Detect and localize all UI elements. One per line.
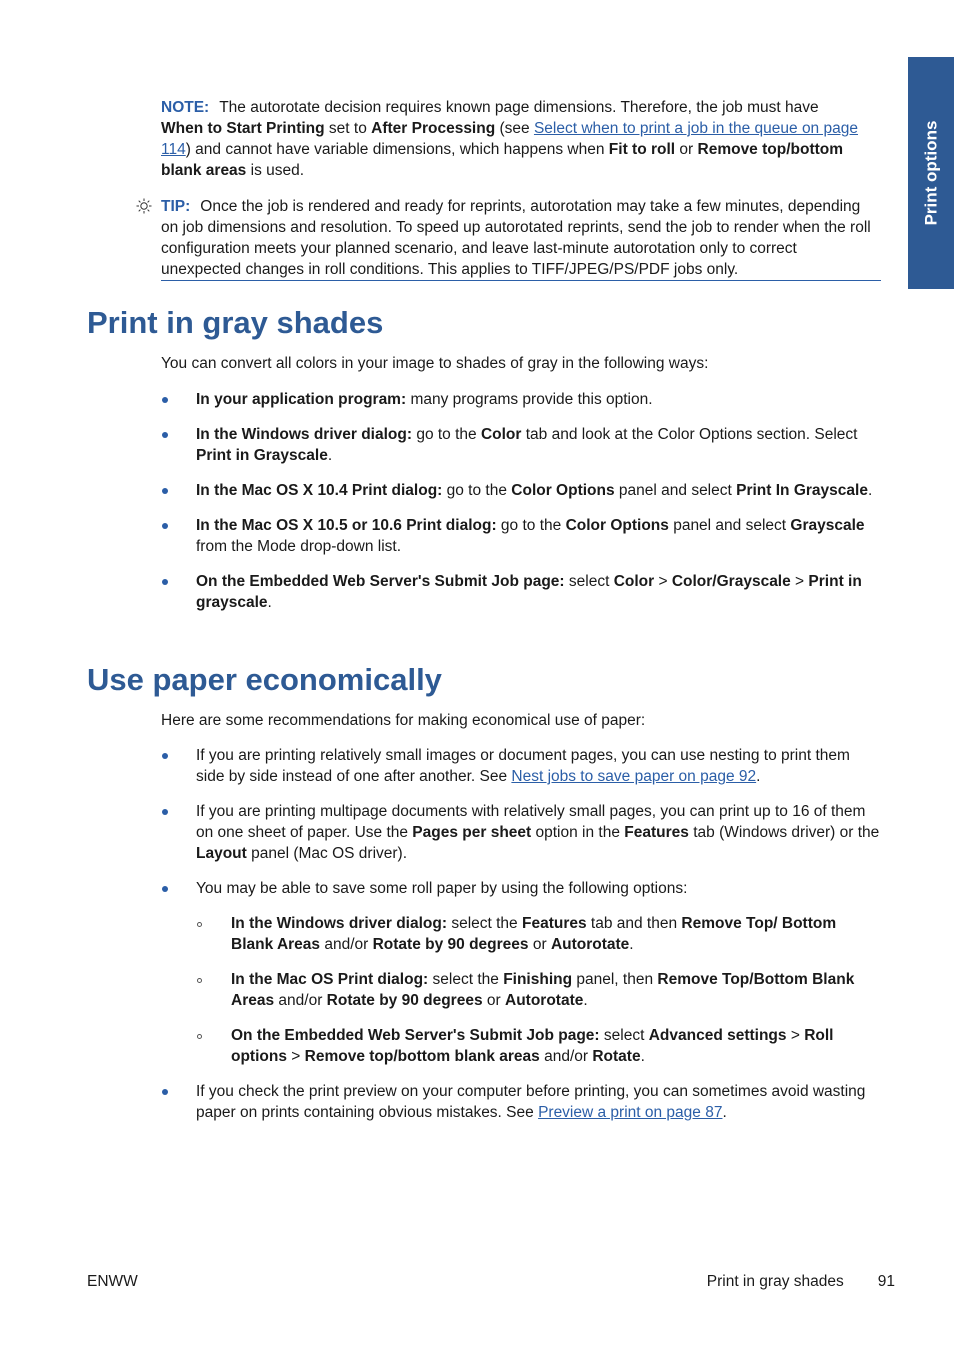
bullet-icon xyxy=(162,523,168,529)
list-item xyxy=(161,571,881,613)
item-text: many programs provide this option. xyxy=(406,391,653,408)
item-bold: Rotate by 90 degrees xyxy=(372,936,529,953)
page-number: 91 xyxy=(877,1273,895,1290)
list-item xyxy=(161,745,881,787)
item-bold: Pages per sheet xyxy=(412,824,532,841)
item-bold: Advanced settings xyxy=(648,1027,787,1044)
item-text: panel (Mac OS driver). xyxy=(246,845,408,862)
item-bold: Autorotate xyxy=(505,992,584,1009)
item-text: and/or xyxy=(539,1048,593,1065)
item-text: select xyxy=(599,1027,649,1044)
item-text: and/or xyxy=(274,992,327,1009)
item-text: . xyxy=(867,482,873,499)
item-text: go to the xyxy=(496,517,566,534)
item-text: panel and select xyxy=(668,517,791,534)
footer-left: ENWW xyxy=(87,1273,138,1290)
item-bold: Remove Top/Bottom Blank Areas xyxy=(231,971,855,1009)
item-bold: Color Options xyxy=(511,482,615,499)
item-bold: Rotate by 90 degrees xyxy=(326,992,483,1009)
note-bold: After Processing xyxy=(371,120,496,137)
item-bold: Color Options xyxy=(565,517,669,534)
item-bold: Color xyxy=(613,573,655,590)
footer-right xyxy=(707,1271,895,1292)
item-bold: Roll options xyxy=(231,1027,834,1065)
item-text: select the xyxy=(447,915,522,932)
side-tab xyxy=(908,57,954,289)
item-text: panel, then xyxy=(572,971,658,988)
side-tab-label: Print options xyxy=(921,120,941,226)
bullet-icon xyxy=(162,753,168,759)
footer-section: Print in gray shades xyxy=(706,1273,844,1290)
item-bold: Print in grayscale xyxy=(196,573,862,611)
item-bold: Finishing xyxy=(503,971,573,988)
note-label: NOTE: xyxy=(161,99,210,116)
item-bold: Print In Grayscale xyxy=(736,482,868,499)
item-text: or xyxy=(528,936,551,953)
gray-list xyxy=(161,389,881,627)
bullet-icon xyxy=(162,886,168,892)
item-text: go to the xyxy=(442,482,512,499)
item-text: > xyxy=(786,1027,805,1044)
note-text: (see xyxy=(495,120,534,137)
lightbulb-icon xyxy=(136,198,152,214)
item-bold: In the Mac OS X 10.4 Print dialog: xyxy=(196,482,443,499)
item-text: select xyxy=(564,573,614,590)
item-bold: Features xyxy=(521,915,587,932)
item-text: tab and look at the Color Options section. Select xyxy=(521,426,858,443)
bullet-icon xyxy=(162,432,168,438)
item-text: . xyxy=(640,1048,645,1065)
item-text: If you are printing multipage documents with relatively small pages, you can print up to 16 of them on one sheet of paper. Use the xyxy=(196,803,866,841)
item-bold: Remove top/bottom blank areas xyxy=(304,1048,540,1065)
sub-list-item xyxy=(196,1025,881,1067)
item-text: . xyxy=(629,936,634,953)
note-text: The autorotate decision requires known page dimensions. Therefore, the job must have xyxy=(219,99,819,116)
note-text: or xyxy=(675,141,698,158)
preview-print-link[interactable]: Preview a print on page 87 xyxy=(538,1104,723,1121)
item-bold: Rotate xyxy=(592,1048,641,1065)
paper-list xyxy=(161,745,881,1137)
item-bold: Color xyxy=(480,426,522,443)
circle-bullet-icon xyxy=(197,1034,202,1039)
note-text: ) and cannot have variable dimensions, which happens when xyxy=(185,141,609,158)
item-text: option in the xyxy=(531,824,625,841)
bullet-icon xyxy=(162,809,168,815)
tip-box xyxy=(161,196,881,281)
bullet-icon xyxy=(162,397,168,403)
item-text: panel and select xyxy=(614,482,737,499)
bullet-icon xyxy=(162,488,168,494)
item-text: If you check the print preview on your computer before printing, you can sometimes avoid wasting paper on prints containing obvious mistakes. See xyxy=(196,1083,866,1121)
item-bold: Layout xyxy=(196,845,247,862)
nest-jobs-link[interactable]: Nest jobs to save paper on page 92 xyxy=(511,768,757,785)
item-text: . xyxy=(267,594,272,611)
item-bold: Remove Top/ Bottom Blank Areas xyxy=(231,915,837,953)
item-bold: Features xyxy=(624,824,689,841)
item-text: and/or xyxy=(320,936,373,953)
tip-label: TIP: xyxy=(161,198,191,215)
note-text: is used. xyxy=(246,162,305,179)
item-text: tab (Windows driver) or the xyxy=(688,824,880,841)
circle-bullet-icon xyxy=(197,922,202,927)
item-text: or xyxy=(482,992,505,1009)
bullet-icon xyxy=(162,1089,168,1095)
item-bold: In the Mac OS Print dialog: xyxy=(231,971,429,988)
note-box xyxy=(161,97,861,181)
sub-list-item xyxy=(196,969,881,1011)
item-bold: On the Embedded Web Server's Submit Job page: xyxy=(196,573,565,590)
item-bold: Color/Grayscale xyxy=(671,573,791,590)
bullet-icon xyxy=(162,579,168,585)
item-text: select the xyxy=(428,971,504,988)
list-item xyxy=(161,515,881,557)
circle-bullet-icon xyxy=(197,978,202,983)
item-bold: Print in Grayscale xyxy=(196,447,328,464)
item-text: from the Mode drop-down list. xyxy=(196,538,402,555)
paper-intro: Here are some recommendations for making economical use of paper: xyxy=(161,712,646,729)
item-bold: On the Embedded Web Server's Submit Job page: xyxy=(231,1027,600,1044)
item-text: > xyxy=(654,573,672,590)
item-bold: Autorotate xyxy=(550,936,630,953)
item-text: . xyxy=(327,447,333,464)
note-bold: When to Start Printing xyxy=(161,120,325,137)
note-bold: Remove top/bottom blank areas xyxy=(161,141,844,179)
item-text: . xyxy=(756,768,761,785)
item-text: . xyxy=(583,992,588,1009)
list-item xyxy=(161,389,881,410)
list-item xyxy=(161,480,881,501)
heading-gray-shades: Print in gray shades xyxy=(87,305,384,340)
gray-intro: You can convert all colors in your image to shades of gray in the following ways: xyxy=(161,355,709,372)
sub-list-item xyxy=(196,913,881,955)
list-item xyxy=(161,1081,881,1123)
item-bold: In the Windows driver dialog: xyxy=(196,426,413,443)
item-text: > xyxy=(286,1048,305,1065)
heading-paper-economy: Use paper economically xyxy=(87,662,442,697)
item-text: go to the xyxy=(412,426,481,443)
list-item xyxy=(161,878,881,1067)
item-text: > xyxy=(790,573,809,590)
list-item xyxy=(161,424,881,466)
list-item xyxy=(161,801,881,864)
item-bold: In the Mac OS X 10.5 or 10.6 Print dialog: xyxy=(196,517,497,534)
note-link[interactable]: Select when to print a job in the queue on page 114 xyxy=(161,120,858,158)
item-text: If you are printing relatively small images or document pages, you can use nesting to print them side by side instead of one after another. See xyxy=(196,747,850,785)
sub-list xyxy=(196,913,881,1067)
item-bold: Grayscale xyxy=(790,517,865,534)
item-text: tab and then xyxy=(586,915,682,932)
item-bold: In your application program: xyxy=(196,391,407,408)
tip-text: Once the job is rendered and ready for reprints, autorotation may take a few minutes, depending on job dimensions and resolution. To speed up autorotated reprints, send the job to render when the roll configuration meets your planned scenario, and leave last-minute autorotation only to correct unexpected changes in roll conditions. This applies to TIFF/JPEG/PS/PDF jobs only. xyxy=(161,198,871,278)
note-bold: Fit to roll xyxy=(608,141,676,158)
item-bold: In the Windows driver dialog: xyxy=(231,915,448,932)
item-text: You may be able to save some roll paper by using the following options: xyxy=(196,880,688,897)
note-text: set to xyxy=(324,120,372,137)
item-text: . xyxy=(722,1104,727,1121)
